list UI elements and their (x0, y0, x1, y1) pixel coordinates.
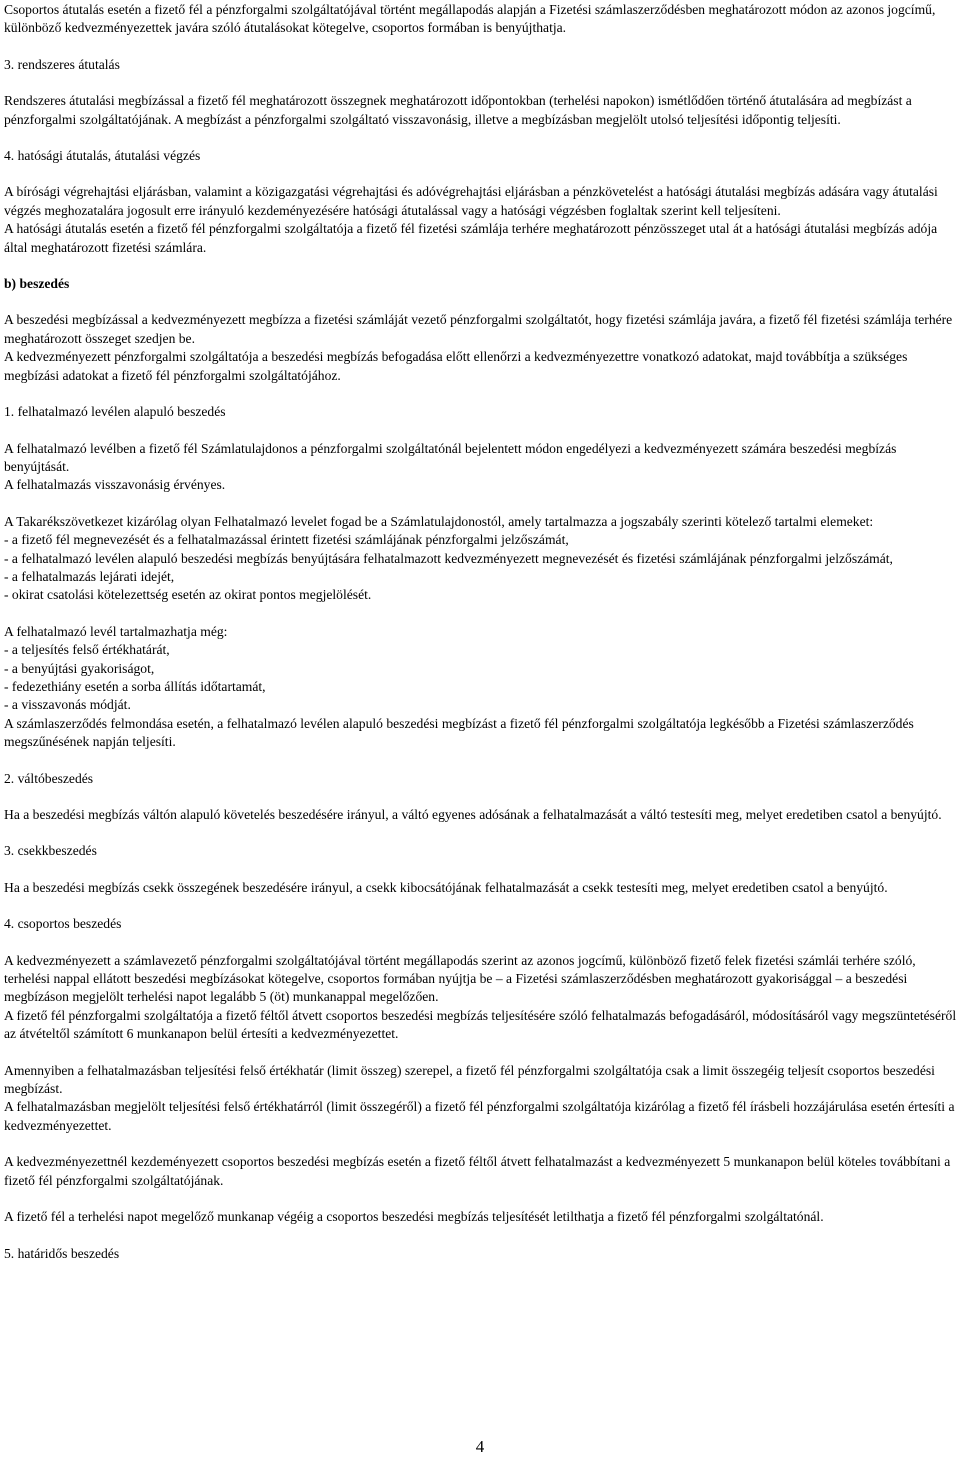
section-4-heading: 4. hatósági átutalás, átutalási végzés (4, 148, 201, 164)
section-b3-paragraph: Ha a beszedési megbízás csekk összegének beszedésére irányul, a csekk kibocsátójának felhatalmazását a csekk testesíti meg, melyet eredetiben csatol a benyújtó. (4, 879, 888, 895)
required-elements-list (4, 531, 957, 605)
section-b4-paragraph-2: A fizető fél pénzforgalmi szolgáltatója a fizető féltől átvett csoportos beszedési megbízás teljesítésére szóló felhatalmazás befogadásáról, módosításáról vagy megszüntetéséről az átvételtől számított 6 munkanapon belül értesíti a kedvezményezettet. (4, 1007, 957, 1042)
list-item: - a visszavonás módját. (4, 697, 131, 713)
section-4-paragraph-2: A hatósági átutalás esetén a fizető fél pénzforgalmi szolgáltatója a fizető fél fizetési számlája terhére meghatározott pénzösszeget utal át a hatósági átutalási megbízás adója által meghatározott fizetési számlára. (4, 221, 938, 255)
section-b1-heading: 1. felhatalmazó levélen alapuló beszedés (4, 404, 226, 420)
list-item: - a benyújtási gyakoriságot, (4, 660, 155, 676)
section-b4-paragraph-5: A kedvezményezettnél kezdeményezett csoportos beszedési megbízás esetén a fizető féltől átvett felhatalmazást a kedvezményezett 5 munkanapon belül köteles továbbítani a fizető fél pénzforgalmi szolgáltatójának. (4, 1154, 951, 1188)
section-3-heading: 3. rendszeres átutalás (4, 56, 120, 72)
section-b2-heading: 2. váltóbeszedés (4, 770, 94, 786)
section-b1-paragraph-4: A felhatalmazó levél tartalmazhatja még: (4, 623, 228, 639)
section-4-paragraph-1: A bírósági végrehajtási eljárásban, valamint a közigazgatási végrehajtási és adóvégrehajtási eljárásban a pénzkövetelést a hatósági átutalási megbízás adására vagy átutalási végzés meghozatalára jogosult erre irányuló kezdeményezésére hatósági átutalással vagy a hatósági végzésben foglaltak szerint kell teljesíteni. (4, 184, 938, 218)
optional-elements-list (4, 641, 957, 715)
section-b1-paragraph-1: A felhatalmazó levélben a fizető fél Számlatulajdonos a pénzforgalmi szolgáltatónál bejelentett módon engedélyezi a kedvezményezett számára beszedési megbízás benyújtását. (4, 440, 897, 474)
section-b-paragraph-2: A kedvezményezett pénzforgalmi szolgáltatója a beszedési megbízás befogadása előtt ellenőrzi a kedvezményezettre vonatkozó adatokat, majd továbbítja a szükséges megbízási adatokat a fizető fél pénzforgalmi szolgáltatójához. (4, 349, 908, 383)
document-page (4, 0, 957, 1281)
section-b5-heading: 5. határidős beszedés (4, 1245, 120, 1261)
section-b1-paragraph-2: A felhatalmazás visszavonásig érvényes. (4, 477, 226, 493)
intro-paragraph: Csoportos átutalás esetén a fizető fél a pénzforgalmi szolgáltatójával történt megállapodás alapján a Fizetési számlaszerződésben meghatározott módon az azonos jogcímű, különböző kedvezményezettek javára szóló átutalásokat kötegelve, csoportos formában is benyújthatja. (4, 2, 936, 36)
section-3-paragraph: Rendszeres átutalási megbízással a fizető fél meghatározott összegnek meghatározott időpontokban (terhelési napokon) ismétlődően történő átutalására ad megbízást a pénzforgalmi szolgáltatójának. A megbízást a pénzforgalmi szolgáltató visszavonásig, illetve a megbízásban megjelölt utolsó teljesítési időpontig teljesíti. (4, 93, 912, 127)
section-b1-paragraph-5: A számlaszerződés felmondása esetén, a felhatalmazó levélen alapuló beszedési megbízást a fizető fél pénzforgalmi szolgáltatója legkésőbb a Fizetési számlaszerződés megszűnésének napján teljesíti. (4, 715, 914, 750)
section-b3-heading: 3. csekkbeszedés (4, 843, 97, 859)
list-item: - fedezethiány esetén a sorba állítás időtartamát, (4, 678, 266, 694)
section-b4-heading: 4. csoportos beszedés (4, 916, 122, 932)
list-item: - a fizető fél megnevezését és a felhatalmazással érintett fizetési számlájának pénzforgalmi jelzőszámát, (4, 532, 569, 548)
section-b4-paragraph-1: A kedvezményezett a számlavezető pénzforgalmi szolgáltatójával történt megállapodás szerint az azonos jogcímű, különböző fizető felek fizetési számlái terhére szóló, terhelési nappal ellátott beszedési megbízásokat kötegelve, csoportos formában nyújtja be – a Fizetési számlaszerződésben meghatározott gyakorisággal – a beszedési megbízáson megjelölt terhelési napot legalább 5 (öt) munkanappal megelőzően. (4, 952, 916, 1005)
list-item: - a felhatalmazás lejárati idejét, (4, 568, 175, 584)
section-b4-paragraph-4: A felhatalmazásban megjelölt teljesítési felső értékhatárról (limit összegéről) a fizető fél pénzforgalmi szolgáltatója kizárólag a fizető fél írásbeli hozzájárulása esetén értesíti a kedvezményezettet. (4, 1099, 955, 1133)
section-b1-paragraph-3: A Takarékszövetkezet kizárólag olyan Felhatalmazó levelet fogad be a Számlatulajdonostól, amely tartalmazza a jogszabály szerinti kötelező tartalmi elemeket: (4, 513, 874, 529)
list-item: - okirat csatolási kötelezettség esetén az okirat pontos megjelölését. (4, 587, 372, 603)
section-b4-paragraph-3: Amennyiben a felhatalmazásban teljesítési felső értékhatár (limit összeg) szerepel, a fizető fél pénzforgalmi szolgáltatója csak a limit összegéig teljesít csoportos beszedési megbízást. (4, 1062, 935, 1097)
section-b2-paragraph: Ha a beszedési megbízás váltón alapuló követelés beszedésére irányul, a váltó egyenes adósának a felhatalmazását a váltó testesíti meg, melyet eredetiben csatol a benyújtó. (4, 807, 942, 822)
list-item: - a teljesítés felső értékhatárát, (4, 642, 170, 658)
page-number: 4 (475, 1437, 485, 1456)
section-b-paragraph-1: A beszedési megbízással a kedvezményezett megbízza a fizetési számláját vezető pénzforgalmi szolgáltatót, hogy fizetési számlája javára, a fizető fél fizetési számlája terhére meghatározott összeget szedjen be. (4, 312, 953, 346)
list-item: - a felhatalmazó levélen alapuló beszedési megbízás benyújtására felhatalmazott kedvezményezett megnevezését és fizetési számlájának pénzforgalmi jelzőszámát, (4, 550, 893, 566)
section-b-heading: b) beszedés (4, 276, 70, 292)
section-b4-paragraph-6: A fizető fél a terhelési napot megelőző munkanap végéig a csoportos beszedési megbízás teljesítését letilthatja a fizető fél pénzforgalmi szolgáltatónál. (4, 1209, 824, 1225)
